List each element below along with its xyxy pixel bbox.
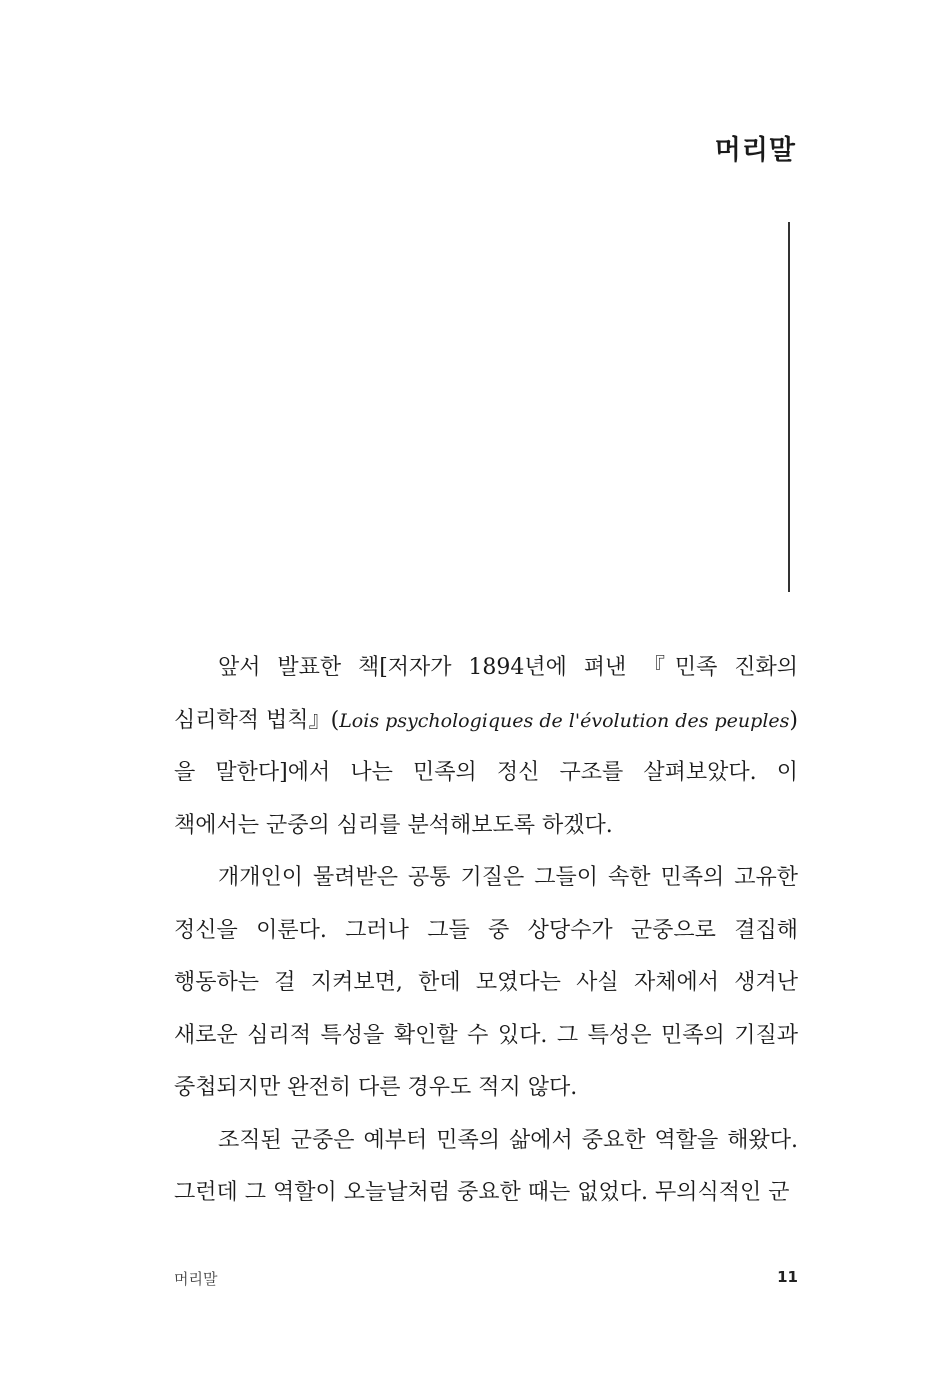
paragraph-1-text-after: )을 말한다]에서 나는 민족의 정신 구조를 살펴보았다. 이 책에서는 군중의 심리를 분석해보도록 하겠다. (174, 707, 798, 838)
page-footer (174, 1268, 798, 1292)
book-title-italic: Lois psychologiques de l'évolution des peuples (339, 709, 790, 732)
body-text (174, 642, 798, 1205)
paragraph-1 (174, 642, 798, 852)
page-number: 11 (777, 1268, 798, 1286)
running-head: 머리말 (174, 1270, 218, 1288)
chapter-title: 머리말 (714, 135, 796, 166)
paragraph-3: 조직된 군중은 예부터 민족의 삶에서 중요한 역할을 해왔다. 그런데 그 역할이 오늘날처럼 중요한 때는 없었다. 무의식적인 군 (174, 1127, 798, 1205)
paragraph-1-text-before: 앞서 발표한 책[저자가 1894년에 펴낸 『민족 진화의 심리학적 법칙』( (174, 655, 798, 733)
vertical-rule (788, 222, 790, 592)
paragraph-2: 개개인이 물려받은 공통 기질은 그들이 속한 민족의 고유한 정신을 이룬다. 그러나 그들 중 상당수가 군중으로 결집해 행동하는 걸 지켜보면, 한데 모였다는 사실 자체에서 생겨난 새로운 심리적 특성을 확인할 수 있다. 그 특성은 민족의 기질과 중첩되지만 완전히 다른 경우도 적지 않다. (174, 865, 798, 1100)
